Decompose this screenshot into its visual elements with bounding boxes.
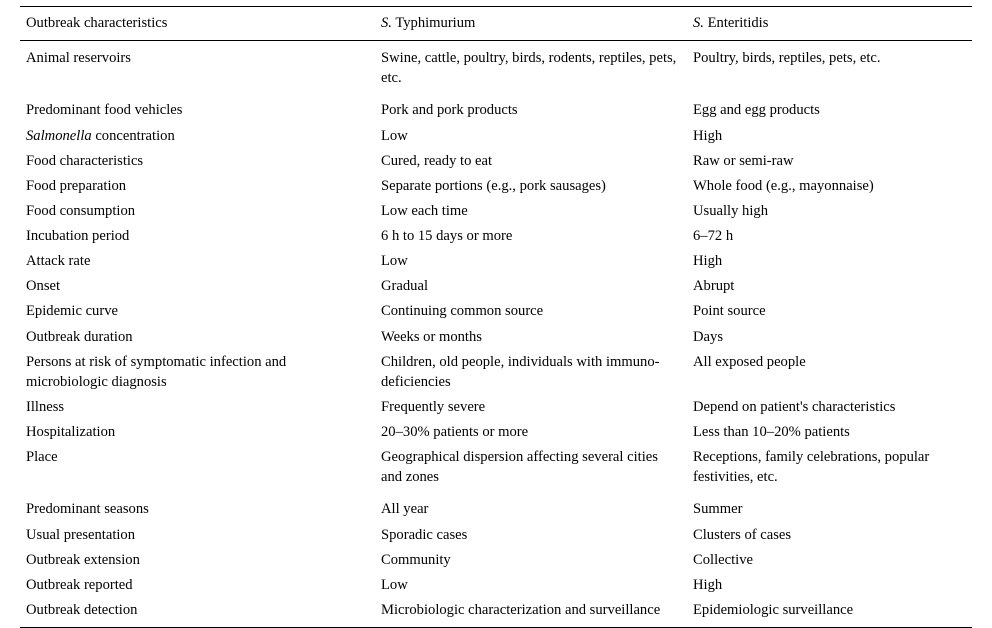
cell-characteristic: Place	[26, 449, 58, 466]
table-body	[20, 41, 972, 627]
table-row	[20, 597, 972, 627]
table-row	[20, 274, 972, 299]
cell-characteristic: Epidemic curve	[26, 303, 118, 320]
cell-enteritidis: Abrupt	[693, 278, 735, 295]
row-spacer	[20, 91, 972, 98]
cell-typhimurium: Gradual	[381, 278, 429, 295]
row-spacer	[20, 490, 972, 497]
cell-typhimurium: Low	[381, 576, 408, 593]
cell-typhimurium: 20–30% patients or more	[381, 424, 529, 440]
cell-typhimurium: Microbiologic characterization and surveillance	[381, 601, 661, 618]
table-row	[20, 547, 972, 572]
cell-characteristic-rest: concentration	[91, 127, 175, 144]
cell-characteristic: Hospitalization	[26, 424, 116, 440]
cell-enteritidis: Summer	[693, 501, 743, 518]
table-row	[20, 349, 972, 394]
cell-enteritidis: Raw or semi-raw	[693, 152, 794, 169]
cell-characteristic: Onset	[26, 278, 61, 295]
cell-enteritidis: Usually high	[693, 202, 768, 219]
table-row	[20, 249, 972, 274]
table-row	[20, 394, 972, 419]
italic-genus: Salmonella	[26, 127, 92, 144]
table-row	[20, 148, 972, 173]
cell-typhimurium: Swine, cattle, poultry, birds, rodents, reptiles, pets, etc.	[381, 50, 677, 87]
table-row	[20, 224, 972, 249]
cell-characteristic: Food characteristics	[26, 152, 144, 169]
column-header-characteristics-label: Outbreak characteristics	[26, 15, 168, 31]
table-row	[20, 198, 972, 223]
cell-characteristic	[20, 123, 375, 148]
cell-characteristic: Food consumption	[26, 202, 136, 219]
cell-characteristic: Outbreak duration	[26, 328, 133, 345]
spacer-cell	[375, 91, 687, 98]
cell-characteristic: Attack rate	[26, 253, 91, 270]
spacer-cell	[687, 490, 972, 497]
cell-enteritidis: High	[693, 127, 723, 144]
cell-characteristic: Outbreak detection	[26, 601, 138, 618]
table-row	[20, 123, 972, 148]
outbreak-characteristics-table	[20, 6, 972, 627]
cell-enteritidis: High	[693, 576, 723, 593]
column-header-typhimurium	[375, 7, 687, 41]
table-row	[20, 324, 972, 349]
cell-typhimurium: Cured, ready to eat	[381, 152, 493, 169]
cell-characteristic: Predominant food vehicles	[26, 102, 183, 119]
table-row	[20, 572, 972, 597]
cell-characteristic: Animal reservoirs	[26, 50, 131, 67]
cell-characteristic: Illness	[26, 398, 65, 415]
table-row	[20, 497, 972, 522]
cell-enteritidis: Collective	[693, 551, 753, 568]
spacer-cell	[20, 91, 375, 98]
table-header-row	[20, 7, 972, 41]
cell-typhimurium: 6 h to 15 days or more	[381, 228, 513, 244]
column-header-typhimurium-label: Typhimurium	[391, 15, 476, 31]
cell-characteristic: Usual presentation	[26, 526, 136, 543]
table-row	[20, 445, 972, 490]
cell-typhimurium: Separate portions (e.g., pork sausages)	[381, 177, 606, 194]
table-row	[20, 41, 972, 91]
table-row	[20, 98, 972, 123]
table-row	[20, 522, 972, 547]
cell-enteritidis: 6–72 h	[693, 228, 734, 244]
cell-enteritidis: High	[693, 253, 723, 270]
cell-enteritidis: Receptions, family celebrations, popular festivities, etc.	[693, 449, 930, 486]
cell-enteritidis: Days	[693, 328, 723, 345]
cell-typhimurium: All year	[381, 501, 429, 518]
document-page	[0, 6, 992, 618]
cell-enteritidis: Point source	[693, 303, 766, 320]
cell-characteristic: Outbreak reported	[26, 576, 133, 593]
column-header-enteritidis	[687, 7, 972, 41]
cell-enteritidis: Epidemiologic surveillance	[693, 601, 854, 618]
cell-enteritidis: All exposed people	[693, 353, 806, 370]
column-header-enteritidis-label: Enteritidis	[703, 15, 769, 31]
cell-typhimurium: Community	[381, 551, 451, 568]
cell-enteritidis: Whole food (e.g., mayonnaise)	[693, 177, 874, 194]
cell-characteristic: Food preparation	[26, 177, 127, 194]
cell-enteritidis: Less than 10–20% patients	[693, 424, 850, 440]
cell-characteristic: Incubation period	[26, 228, 130, 244]
cell-characteristic: Predominant seasons	[26, 501, 149, 518]
genus-abbrev-typhimurium: S.	[381, 15, 392, 31]
table-header	[20, 7, 972, 41]
table-row	[20, 299, 972, 324]
table-row	[20, 173, 972, 198]
cell-characteristic: Persons at risk of symptomatic infection and microbiologic diagnosis	[26, 353, 287, 390]
cell-typhimurium: Sporadic cases	[381, 526, 468, 543]
cell-typhimurium: Low	[381, 127, 408, 144]
cell-typhimurium: Continuing common source	[381, 303, 544, 320]
cell-enteritidis: Egg and egg products	[693, 102, 820, 119]
cell-enteritidis: Poultry, birds, reptiles, pets, etc.	[693, 50, 881, 67]
cell-enteritidis: Depend on patient's characteristics	[693, 398, 896, 415]
cell-enteritidis: Clusters of cases	[693, 526, 792, 543]
spacer-cell	[20, 490, 375, 497]
cell-typhimurium: Pork and pork products	[381, 102, 518, 119]
cell-typhimurium: Children, old people, individuals with immuno-deficiencies	[381, 353, 660, 390]
spacer-cell	[687, 91, 972, 98]
column-header-characteristics	[20, 7, 375, 41]
cell-typhimurium: Frequently severe	[381, 398, 486, 415]
cell-characteristic: Outbreak extension	[26, 551, 140, 568]
cell-typhimurium: Low each time	[381, 202, 468, 219]
table-row	[20, 420, 972, 445]
genus-abbrev-enteritidis: S.	[693, 15, 704, 31]
cell-typhimurium: Low	[381, 253, 408, 270]
spacer-cell	[375, 490, 687, 497]
cell-typhimurium: Weeks or months	[381, 328, 482, 345]
cell-typhimurium: Geographical dispersion affecting several cities and zones	[381, 449, 658, 486]
